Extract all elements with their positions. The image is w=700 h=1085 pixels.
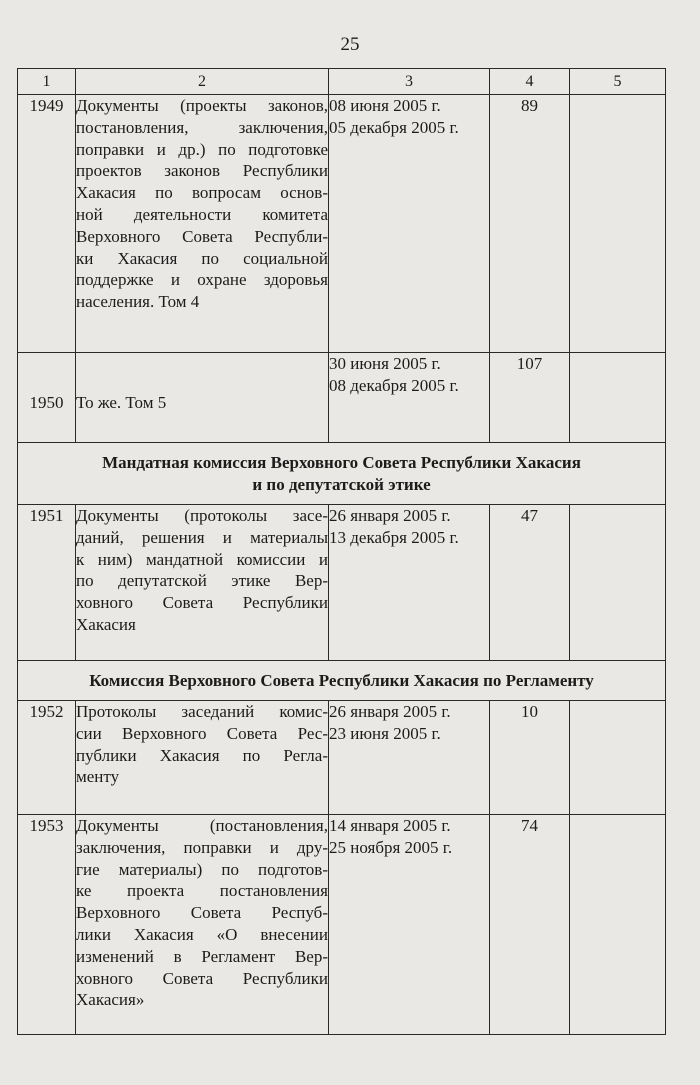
date-start: 26 января 2005 г.: [329, 702, 451, 721]
item-title: [76, 95, 329, 353]
item-title-line: ке проекта постановления: [76, 881, 328, 901]
page-number: 25: [340, 34, 360, 55]
column-number: 2: [76, 69, 329, 95]
item-title-line: даний, решения и материалы: [76, 527, 328, 547]
date-start: 26 января 2005 г.: [329, 506, 451, 525]
item-title-line: Документы (постановления,: [76, 816, 328, 835]
item-number: 1950: [18, 353, 76, 443]
item-note: [570, 353, 666, 443]
item-title-line: постановления, заключения,: [76, 117, 328, 137]
table-row: [18, 815, 666, 1035]
section-heading: [18, 661, 666, 701]
item-title-line: ной деятельности комитета: [76, 204, 328, 224]
item-title-line: публики Хакасия по Регла-: [76, 745, 328, 765]
date-end: 23 июня 2005 г.: [329, 723, 441, 743]
item-title-line: Хакасия: [76, 614, 136, 634]
item-title-line: менту: [76, 767, 120, 787]
item-title: [76, 505, 329, 661]
inventory-table: [17, 68, 666, 1035]
item-title-line: То же. Том 5: [76, 392, 167, 412]
date-end: 05 декабря 2005 г.: [329, 117, 459, 137]
table-row: [18, 701, 666, 815]
item-title: [76, 815, 329, 1035]
item-title-line: поддержке и охране здоровья: [76, 270, 328, 290]
item-title-line: лики Хакасия «О внесении: [76, 924, 328, 944]
item-number: 1949: [18, 95, 76, 353]
table-row: [18, 505, 666, 661]
column-number: 1: [18, 69, 76, 95]
item-number: 1951: [18, 505, 76, 661]
item-title: [76, 701, 329, 815]
item-title-line: проектов законов Республики: [76, 161, 328, 181]
section-heading-row: [18, 661, 666, 701]
column-number: 4: [490, 69, 570, 95]
item-note: [570, 701, 666, 815]
item-dates: [329, 815, 490, 1035]
item-title-line: гие материалы) по подготов-: [76, 859, 328, 879]
item-title-line: ки Хакасия по социальной: [76, 248, 328, 268]
item-title-line: по депутатской этике Вер-: [76, 571, 328, 591]
section-heading-line: Комиссия Верховного Совета Республики Хакасия по Регламенту: [89, 670, 594, 690]
item-note: [570, 815, 666, 1035]
item-dates: [329, 701, 490, 815]
item-title-line: поправки и др.) по подготовке: [76, 139, 328, 159]
item-pages: 74: [490, 815, 570, 1035]
item-dates: [329, 353, 490, 443]
table-row: [18, 95, 666, 353]
item-pages: 47: [490, 505, 570, 661]
date-end: 08 декабря 2005 г.: [329, 375, 459, 395]
item-title-line: заключения, поправки и дру-: [76, 837, 328, 857]
item-pages: 107: [490, 353, 570, 443]
item-title-line: Верховного Совета Респуб-: [76, 903, 328, 923]
item-number: 1953: [18, 815, 76, 1035]
date-end: 13 декабря 2005 г.: [329, 527, 459, 547]
date-start: 30 июня 2005 г.: [329, 354, 441, 373]
item-title-line: к ним) мандатной комиссии и: [76, 549, 328, 569]
item-dates: [329, 505, 490, 661]
column-number: 3: [329, 69, 490, 95]
item-title-line: Хакасия по вопросам основ-: [76, 183, 328, 203]
column-number: 5: [570, 69, 666, 95]
item-dates: [329, 95, 490, 353]
section-heading: [18, 443, 666, 505]
item-title-line: Документы (проекты законов,: [76, 96, 328, 115]
section-heading-row: [18, 443, 666, 505]
item-title-line: изменений в Регламент Вер-: [76, 946, 328, 966]
inventory-table-body: [18, 69, 666, 1035]
item-pages: 10: [490, 701, 570, 815]
item-number: 1952: [18, 701, 76, 815]
item-title-line: Протоколы заседаний комис-: [76, 702, 328, 721]
item-title: [76, 353, 329, 443]
date-start: 08 июня 2005 г.: [329, 96, 441, 115]
item-title-line: ховного Совета Республики: [76, 593, 328, 613]
item-title-line: Верховного Совета Республи-: [76, 226, 328, 246]
item-title-line: Документы (протоколы засе-: [76, 506, 328, 525]
section-heading-line: Мандатная комиссия Верховного Совета Республики Хакасия: [102, 452, 581, 472]
item-title-line: Хакасия»: [76, 990, 145, 1010]
item-note: [570, 505, 666, 661]
date-start: 14 января 2005 г.: [329, 816, 451, 835]
item-title-line: населения. Том 4: [76, 292, 200, 312]
item-note: [570, 95, 666, 353]
item-title-line: сии Верховного Совета Рес-: [76, 723, 328, 743]
table-row: [18, 353, 666, 443]
item-title-line: ховного Совета Республики: [76, 968, 328, 988]
column-number-row: [18, 69, 666, 95]
item-pages: 89: [490, 95, 570, 353]
date-end: 25 ноября 2005 г.: [329, 837, 453, 857]
section-heading-line: и по депутатской этике: [252, 474, 431, 494]
